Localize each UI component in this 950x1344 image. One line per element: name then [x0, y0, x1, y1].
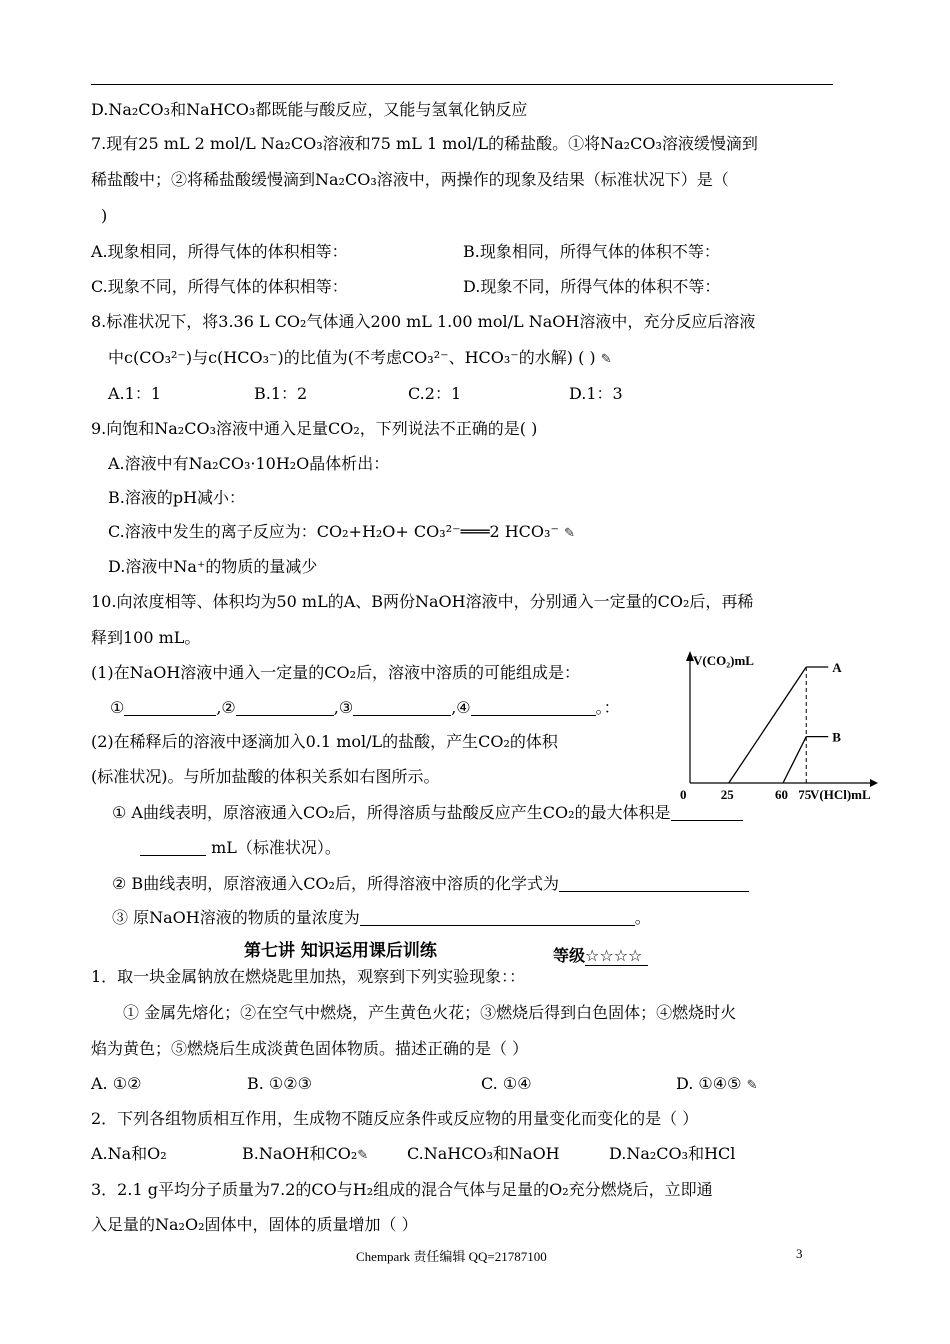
q8-stem-line2: 中c(CO₃²⁻)与c(HCO₃⁻)的比值为(不考虑CO₃²⁻、HCO₃⁻的水解) ( ) ✎	[108, 348, 612, 367]
x-axis-label: V(HCl)mL	[810, 787, 871, 802]
x-axis-arrow-icon	[870, 779, 878, 787]
s2-stem: 2．下列各组物质相互作用，生成物不随反应条件或反应物的用量变化而变化的是（ ）	[91, 1109, 699, 1128]
q7-option-b: B.现象相同，所得气体的体积不等：	[463, 242, 720, 261]
grade-stars: ☆☆☆☆	[585, 946, 648, 966]
header-rule	[91, 84, 833, 85]
series-label-A: A	[832, 660, 842, 675]
q8-option-a: A.1：1	[108, 384, 162, 403]
s2-option-b: B.NaOH和CO₂✎	[242, 1144, 369, 1163]
q9-option-a: A.溶液中有Na₂CO₃·10H₂O晶体析出：	[108, 454, 390, 473]
q7-option-d: D.现象不同，所得气体的体积不等：	[463, 277, 721, 296]
s1-stem: 1．取一块金属钠放在燃烧匙里加热，观察到下列实验现象：：	[91, 967, 526, 986]
q10-part2-line1: (2)在稀释后的溶液中逐滴加入0.1 mol/L的盐酸，产生CO₂的体积	[91, 732, 558, 751]
s1-option-d: D. ①④⑤ ✎	[676, 1074, 758, 1093]
s1-option-c: C. ①④	[481, 1074, 532, 1093]
q9-stem: 9.向饱和Na₂CO₃溶液中通入足量CO₂，下列说法不正确的是( )	[91, 419, 538, 438]
q9-option-b: B.溶液的pH减小：	[108, 488, 246, 507]
co2-hcl-chart	[680, 645, 885, 805]
x-tick-label-75: 75	[798, 787, 812, 802]
q10-part1: (1)在NaOH溶液中通入一定量的CO₂后，溶液中溶质的可能组成是：	[91, 663, 581, 682]
q6-option-d: D.Na₂CO₃和NaHCO₃都既能与酸反应，又能与氢氧化钠反应	[91, 100, 528, 119]
mark-icon: ✎	[357, 1148, 369, 1163]
grade-rating: 等级☆☆☆☆	[553, 943, 648, 966]
answer-blank-b-formula[interactable]	[559, 875, 749, 892]
answer-blank-concentration[interactable]	[360, 909, 635, 926]
mark-icon: ✎	[563, 526, 575, 541]
answer-blank-a-volume-cont[interactable]	[140, 839, 206, 856]
series-label-B: B	[832, 729, 841, 745]
q8-stem-line1: 8.标准状况下，将3.36 L CO₂气体通入200 mL 1.00 mol/L NaOH溶液中，充分反应后溶液	[91, 312, 756, 331]
section-title: 第七讲 知识运用课后训练	[244, 941, 437, 961]
s1-line3: 焰为黄色；⑤燃烧后生成淡黄色固体物质。描述正确的是（ ）	[91, 1039, 529, 1058]
answer-blank-1[interactable]	[124, 699, 216, 716]
q10-sub3: ③ 原NaOH溶液的物质的量浓度为 。	[112, 908, 651, 927]
q7-stem-line2: 稀盐酸中；②将稀盐酸缓慢滴到Na₂CO₃溶液中，两操作的现象及结果（标准状况下）是（	[91, 170, 729, 189]
s3-line2: 入足量的Na₂O₂固体中，固体的质量增加（ ）	[91, 1215, 418, 1234]
s3-line1: 3．2.1 g平均分子质量为7.2的CO与H₂组成的混合气体与足量的O₂充分燃烧后，立即通	[91, 1180, 713, 1199]
q7-option-a: A.现象相同，所得气体的体积相等：	[91, 242, 348, 261]
mark-icon: ✎	[746, 1078, 758, 1093]
q8-option-b: B.1：2	[254, 384, 308, 403]
q10-sub1-line1: ① A曲线表明，原溶液通入CO₂后，所得溶质与盐酸反应产生CO₂的最大体积是	[112, 802, 743, 824]
s2-option-c: C.NaHCO₃和NaOH	[407, 1144, 560, 1163]
q9-option-d: D.溶液中Na⁺的物质的量减少	[108, 557, 318, 576]
s2-option-a: A.Na和O₂	[91, 1144, 167, 1163]
q8-option-d: D.1：3	[569, 384, 623, 403]
page-number: 3	[796, 1246, 803, 1261]
q7-stem-line3: )	[101, 206, 108, 225]
q7-option-c: C.现象不同，所得气体的体积相等：	[91, 277, 348, 296]
y-axis-label: V(CO₂)mL	[693, 653, 754, 668]
x-tick-label-0: 0	[680, 787, 687, 802]
footer-editor: Chempark 责任编辑 QQ=21787100	[356, 1249, 547, 1264]
q10-part2-line2: (标准状况)。与所加盐酸的体积关系如右图所示。	[91, 767, 440, 786]
q10-stem-line1: 10.向浓度相等、体积均为50 mL的A、B两份NaOH溶液中，分别通入一定量的CO₂后，再稀	[91, 592, 754, 611]
s1-option-b: B. ①②③	[247, 1074, 312, 1093]
x-tick-label-25: 25	[720, 787, 734, 802]
mark-icon: ✎	[600, 352, 612, 367]
q7-stem-line1: 7.现有25 mL 2 mol/L Na₂CO₃溶液和75 mL 1 mol/L的稀盐酸。①将Na₂CO₃溶液缓慢滴到	[91, 134, 758, 153]
answer-blank-3[interactable]	[353, 699, 451, 716]
x-tick-label-60: 60	[775, 787, 788, 802]
q10-sub2: ② B曲线表明，原溶液通入CO₂后，所得溶液中溶质的化学式为	[112, 873, 749, 895]
answer-blank-a-volume[interactable]	[671, 804, 743, 821]
s1-option-a: A. ①②	[91, 1074, 142, 1093]
answer-blank-4[interactable]	[471, 699, 596, 716]
series-line-A	[729, 667, 807, 783]
s2-option-d: D.Na₂CO₃和HCl	[609, 1144, 736, 1163]
s1-line2: ① 金属先熔化；②在空气中燃烧，产生黄色火花；③燃烧后得到白色固体；④燃烧时火	[123, 1003, 737, 1022]
q9-option-c: C.溶液中发生的离子反应为：CO₂+H₂O+ CO₃²⁻═══2 HCO₃⁻ ✎	[108, 522, 575, 541]
series-line-B	[783, 737, 806, 783]
q8-option-c: C.2：1	[408, 384, 462, 403]
q10-blanks: ① ,② ,③ ,④ 。：	[110, 698, 620, 717]
q10-sub1-line2: mL（标准状况）。	[140, 837, 341, 859]
answer-blank-2[interactable]	[236, 699, 334, 716]
q10-stem-line2: 释到100 mL。	[91, 628, 201, 647]
